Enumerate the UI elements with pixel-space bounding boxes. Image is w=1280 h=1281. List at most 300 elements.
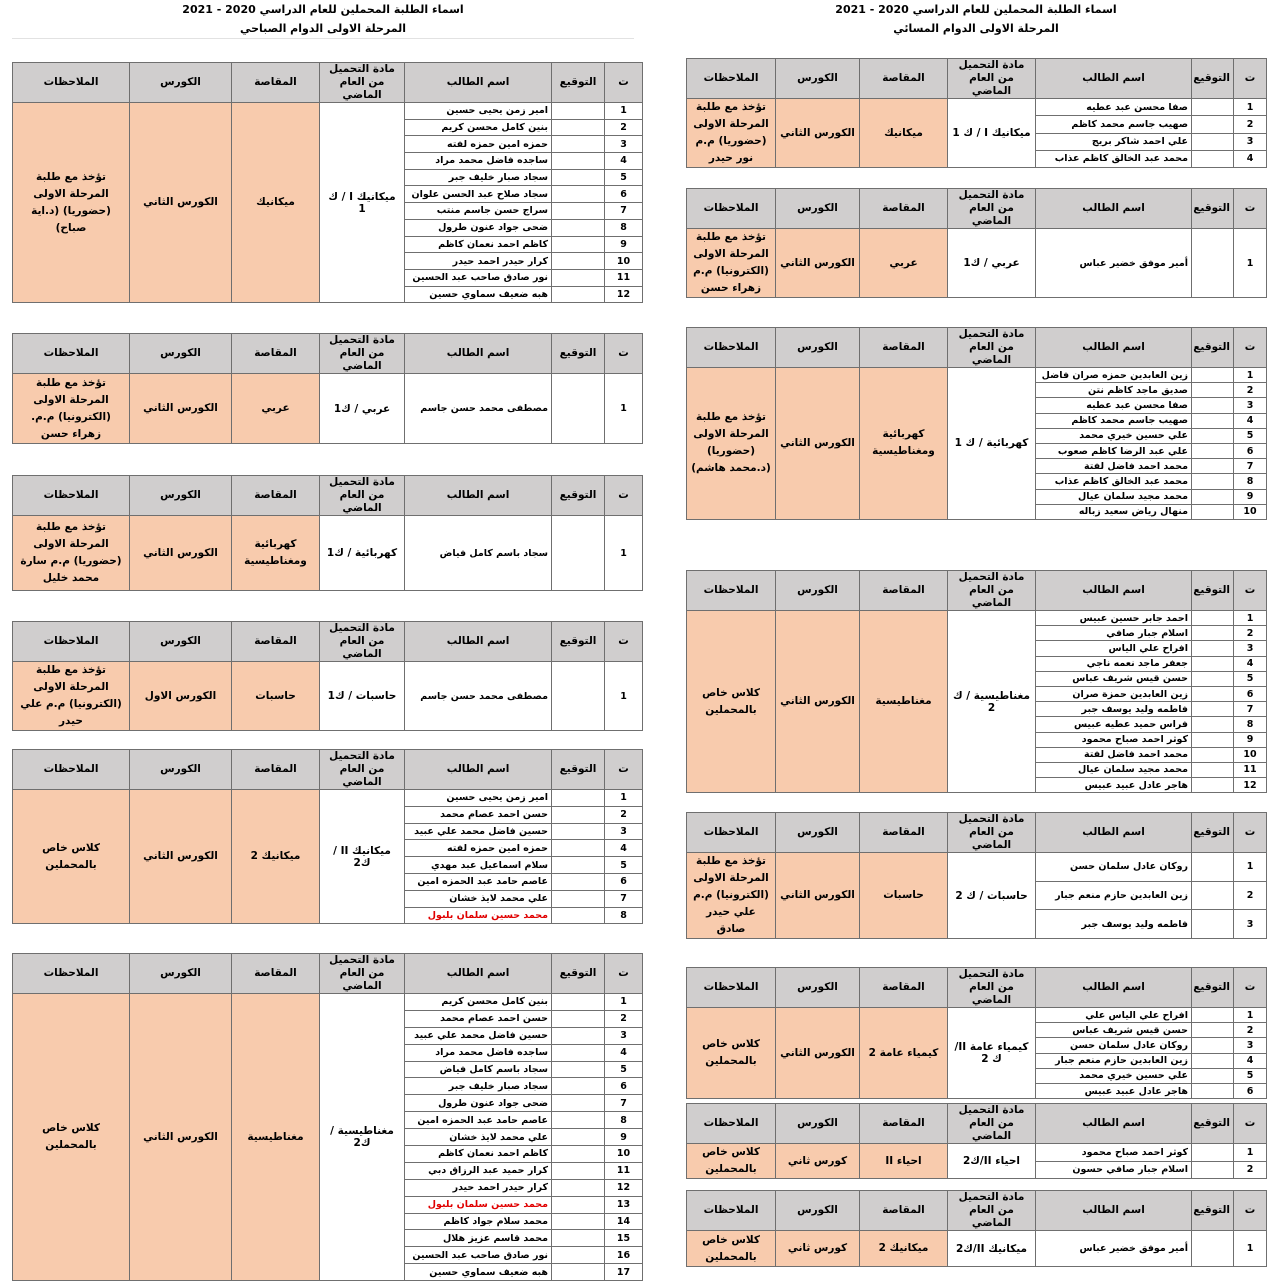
header-row [687,328,1267,368]
group-notes: تؤخذ مع طلبة المرحلة الاولى (الكترونيا) م.م علي حيدر صادق [687,853,776,939]
signature-cell [552,1044,605,1061]
student-name: محمد احمد فاضل لفتة [1036,459,1192,474]
header-seq: ت [1234,1104,1267,1144]
signature-cell [552,136,605,153]
row-number: 1 [605,516,643,591]
student-name: زين العابدين حمزه صران فاضل [1036,368,1192,383]
students-table [12,953,643,1281]
header-notes: الملاحظات [13,334,130,374]
signature-cell [552,662,605,731]
row-number: 1 [605,790,643,807]
header-carried-subject: مادة التحميل من العام الماضي [320,750,405,790]
student-name: هاجر عادل عبيد عبيس [1036,1083,1192,1098]
row-number: 3 [1234,133,1267,150]
signature-cell [1192,910,1234,939]
header-row [687,968,1267,1008]
course-term: الكورس الثاني [130,790,232,924]
student-name: سلام اسماعيل عبد مهدي [405,857,552,874]
group-notes: تؤخذ مع طلبة المرحلة الاولى (حضوريا) م.م سارة محمد خليل [13,516,130,591]
row-number: 11 [605,1162,643,1179]
row-number: 9 [1234,732,1267,747]
student-name: حسين فاضل محمد علي عبيد [405,823,552,840]
header-course: الكورس [130,63,232,103]
header-course: الكورس [776,1191,860,1231]
student-name: علي احمد شاكر بريج [1036,133,1192,150]
student-name: زين العابدين حازم منعم جبار [1036,881,1192,910]
student-name: حمزه امين حمزه لفته [405,136,552,153]
group-notes: كلاس خاص بالمحملين [687,1144,776,1179]
student-name: صهيب جاسم محمد كاظم [1036,413,1192,428]
header-seq: ت [1234,968,1267,1008]
header-notes: الملاحظات [687,328,776,368]
header-row [687,189,1267,229]
student-name: عاصم حامد عبد الحمزه امين [405,1112,552,1129]
carried-subject: كهربائية / ك 1 [948,368,1036,520]
header-signature: التوقيع [552,63,605,103]
signature-cell [552,907,605,924]
signature-cell [1192,1008,1234,1023]
row-number: 17 [605,1264,643,1281]
row-number: 7 [605,1095,643,1112]
signature-cell [552,1264,605,1281]
row-number: 8 [605,907,643,924]
student-name: منهال رياض سعيد زباله [1036,504,1192,519]
carried-subject: عربي / ك1 [948,229,1036,298]
student-name: كاظم احمد نعمان كاظم [405,1146,552,1163]
student-name: كوثر احمد صباح محمود [1036,1144,1192,1162]
sheet-title: اسماء الطلبة المحملين للعام الدراسي 2020 - 2021 [835,3,1117,16]
course-term: الكورس الثاني [130,994,232,1281]
students-table [686,1190,1267,1267]
signature-cell [552,219,605,236]
header-seq: ت [1234,59,1267,99]
header-clearance: المقاصة [232,476,320,516]
header-carried-subject: مادة التحميل من العام الماضي [948,1191,1036,1231]
row-number: 2 [1234,1161,1267,1179]
header-row [13,622,643,662]
signature-cell [552,994,605,1011]
evening-shift-sheet [686,0,1266,1263]
header-course: الكورس [130,954,232,994]
row-number: 2 [1234,626,1267,641]
row-number: 2 [1234,1023,1267,1038]
table-row [13,374,643,444]
row-number: 2 [1234,116,1267,133]
sheet-subtitle: المرحلة الاولى الدوام المسائي [893,22,1059,35]
header-seq: ت [605,622,643,662]
students-table [12,333,643,444]
signature-cell [552,1129,605,1146]
student-name: كوثر احمد صباح محمود [1036,732,1192,747]
header-course: الكورس [776,571,860,611]
signature-cell [552,153,605,170]
sheet-subtitle: المرحلة الاولى الدوام الصباحي [239,22,407,35]
course-term: الكورس الثاني [776,1008,860,1099]
header-clearance: المقاصة [232,750,320,790]
header-carried-subject: مادة التحميل من العام الماضي [948,328,1036,368]
signature-cell [552,857,605,874]
signature-cell [552,119,605,136]
signature-cell [1192,1038,1234,1053]
student-name: حسن احمد عصام محمد [405,1010,552,1027]
header-clearance: المقاصة [860,189,948,229]
student-name: هاجر عادل عبيد عبيس [1036,778,1192,793]
header-notes: الملاحظات [13,622,130,662]
group-notes: كلاس خاص بالمحملين [687,611,776,793]
student-name: احمد جابر حسين عبيس [1036,611,1192,626]
student-name: ساجده فاضل محمد مراد [405,153,552,170]
signature-cell [1192,686,1234,701]
student-name: علي عبد الرضا كاظم صعوب [1036,443,1192,458]
header-carried-subject: مادة التحميل من العام الماضي [948,968,1036,1008]
group-notes: كلاس خاص بالمحملين [13,994,130,1281]
signature-cell [552,169,605,186]
header-carried-subject: مادة التحميل من العام الماضي [948,813,1036,853]
header-carried-subject: مادة التحميل من العام الماضي [320,622,405,662]
header-carried-subject: مادة التحميل من العام الماضي [320,954,405,994]
students-table [12,475,643,591]
signature-cell [552,1213,605,1230]
row-number: 1 [605,662,643,731]
morning-shift-sheet [12,0,634,1278]
signature-cell [1192,702,1234,717]
header-seq: ت [605,750,643,790]
carried-subject: احياء II/ك2 [948,1144,1036,1179]
signature-cell [552,286,605,303]
signature-cell [1192,474,1234,489]
header-student-name: اسم الطالب [405,476,552,516]
student-name: سجاد صلاح عبد الحسن علوان [405,186,552,203]
course-term: الكورس الثاني [776,368,860,520]
row-number: 9 [605,1129,643,1146]
row-number: 4 [1234,413,1267,428]
clearance-subject: كهربائية ومغناطيسية [860,368,948,520]
table-row [687,853,1267,882]
row-number: 6 [1234,443,1267,458]
header-student-name: اسم الطالب [1036,1104,1192,1144]
header-clearance: المقاصة [860,328,948,368]
header-student-name: اسم الطالب [405,63,552,103]
header-row [13,63,643,103]
row-number: 12 [605,1179,643,1196]
signature-cell [552,374,605,444]
student-name: أمير موفق خضير عباس [1036,229,1192,298]
signature-cell [1192,1083,1234,1098]
course-term: كورس ثاني [776,1144,860,1179]
student-name: علي حسين خيري محمد [1036,428,1192,443]
student-name: علي محمد لايذ خشان [405,890,552,907]
header-seq: ت [605,476,643,516]
table-row [687,1144,1267,1162]
header-seq: ت [1234,813,1267,853]
signature-cell [1192,747,1234,762]
header-seq: ت [605,954,643,994]
header-student-name: اسم الطالب [405,954,552,994]
signature-cell [1192,881,1234,910]
signature-cell [552,1146,605,1163]
table-row [687,99,1267,116]
header-student-name: اسم الطالب [1036,1191,1192,1231]
row-number: 12 [605,286,643,303]
signature-cell [1192,489,1234,504]
student-name: محمد قاسم عزيز هلال [405,1230,552,1247]
header-signature: التوقيع [552,476,605,516]
student-name: محمد سلام جواد كاظم [405,1213,552,1230]
course-term: الكورس الثاني [776,853,860,939]
row-number: 1 [1234,229,1267,298]
signature-cell [1192,656,1234,671]
header-course: الكورس [130,750,232,790]
student-name: سجاد باسم كامل فياض [405,516,552,591]
header-signature: التوقيع [552,954,605,994]
signature-cell [552,1247,605,1264]
signature-cell [1192,116,1234,133]
group-notes: تؤخذ مع طلبة المرحلة الاولى (الكترونيا) م.م. زهراء حسن [13,374,130,444]
carried-subject: كيمياء عامة II/ ك 2 [948,1008,1036,1099]
row-number: 8 [605,219,643,236]
table-row [687,229,1267,298]
header-course: الكورس [776,968,860,1008]
header-course: الكورس [776,1104,860,1144]
row-number: 3 [1234,641,1267,656]
signature-cell [1192,428,1234,443]
header-signature: التوقيع [552,750,605,790]
row-number: 2 [605,119,643,136]
clearance-subject: مغناطيسية [860,611,948,793]
header-seq: ت [1234,1191,1267,1231]
header-course: الكورس [130,476,232,516]
group-notes: تؤخذ مع طلبة المرحلة الاولى (حضوريا) (د.اية صباح) [13,103,130,303]
row-number: 11 [605,269,643,286]
header-row [687,1191,1267,1231]
group-notes: كلاس خاص بالمحملين [13,790,130,924]
course-term: الكورس الثاني [776,229,860,298]
clearance-subject: ميكانيك 2 [232,790,320,924]
student-name: اسلام جبار صافي [1036,626,1192,641]
signature-cell [552,186,605,203]
signature-cell [1192,626,1234,641]
signature-cell [552,269,605,286]
row-number: 10 [1234,504,1267,519]
row-number: 9 [1234,489,1267,504]
header-course: الكورس [776,328,860,368]
row-number: 13 [605,1196,643,1213]
student-name: ضحى جواد عنون طرول [405,219,552,236]
signature-cell [552,1061,605,1078]
student-name: ساجده فاضل محمد مراد [405,1044,552,1061]
header-row [13,954,643,994]
student-name: امير زمن يحيى حسين [405,103,552,120]
student-name: زين العابدين حمزة صران [1036,686,1192,701]
student-name: كرار حيدر احمد حيدر [405,1179,552,1196]
row-number: 6 [1234,1083,1267,1098]
header-signature: التوقيع [552,622,605,662]
course-term: الكورس الاول [130,662,232,731]
header-student-name: اسم الطالب [1036,328,1192,368]
header-signature: التوقيع [1192,328,1234,368]
row-number: 2 [605,1010,643,1027]
students-table [12,621,643,731]
header-clearance: المقاصة [860,571,948,611]
signature-cell [1192,717,1234,732]
student-name: سراج حسن جاسم منتب [405,203,552,220]
row-number: 15 [605,1230,643,1247]
header-signature: التوقيع [1192,59,1234,99]
signature-cell [1192,504,1234,519]
student-name: مصطفى محمد حسن جاسم [405,662,552,731]
header-clearance: المقاصة [860,968,948,1008]
table-row [13,994,643,1011]
student-name: سجاد صبار خليف جبر [405,169,552,186]
header-clearance: المقاصة [232,63,320,103]
table-row [687,1008,1267,1023]
student-name: صفا محسن عبد عطيه [1036,99,1192,116]
header-course: الكورس [776,59,860,99]
student-name: سجاد صبار خليف جبر [405,1078,552,1095]
sheet-gridline [12,38,634,57]
student-name: عاصم حامد عبد الحمزه امين [405,873,552,890]
header-student-name: اسم الطالب [405,622,552,662]
signature-cell [552,890,605,907]
header-carried-subject: مادة التحميل من العام الماضي [948,189,1036,229]
header-student-name: اسم الطالب [1036,59,1192,99]
student-name: روكان عادل سلمان حسن [1036,1038,1192,1053]
header-notes: الملاحظات [687,813,776,853]
carried-subject: حاسبات / ك1 [320,662,405,731]
students-table [686,967,1267,1099]
header-carried-subject: مادة التحميل من العام الماضي [948,1104,1036,1144]
carried-subject: مغناطيسية / ك2 [320,994,405,1281]
signature-cell [1192,1231,1234,1267]
student-name: اسلام جبار صافي حسون [1036,1161,1192,1179]
row-number: 7 [1234,459,1267,474]
signature-cell [1192,413,1234,428]
header-notes: الملاحظات [687,189,776,229]
signature-cell [552,1179,605,1196]
clearance-subject: حاسبات [860,853,948,939]
signature-cell [1192,611,1234,626]
student-name: نور صادق صاحب عبد الحسين [405,269,552,286]
header-carried-subject: مادة التحميل من العام الماضي [320,334,405,374]
row-number: 1 [1234,368,1267,383]
signature-cell [1192,150,1234,167]
students-table [686,327,1267,520]
row-number: 1 [1234,1231,1267,1267]
header-notes: الملاحظات [13,954,130,994]
signature-cell [552,806,605,823]
row-number: 3 [605,136,643,153]
signature-cell [552,823,605,840]
signature-cell [1192,762,1234,777]
clearance-subject: ميكانيك [860,99,948,168]
header-course: الكورس [776,813,860,853]
students-table [686,188,1267,298]
students-table [686,812,1267,939]
signature-cell [1192,459,1234,474]
header-notes: الملاحظات [687,1191,776,1231]
row-number: 5 [605,169,643,186]
signature-cell [552,253,605,270]
row-number: 4 [1234,656,1267,671]
header-row [13,476,643,516]
header-course: الكورس [130,334,232,374]
row-number: 4 [605,153,643,170]
header-student-name: اسم الطالب [405,750,552,790]
student-name: ضحى جواد عنون طرول [405,1095,552,1112]
header-signature: التوقيع [1192,1104,1234,1144]
header-signature: التوقيع [1192,968,1234,1008]
student-name: فراس حميد عطيه عبيس [1036,717,1192,732]
group-notes: تؤخذ مع طلبة المرحلة الاولى (حضوريا) م.م نور حيدر [687,99,776,168]
header-seq: ت [1234,189,1267,229]
student-name: علي حسين خيري محمد [1036,1068,1192,1083]
table-row [687,368,1267,383]
carried-subject: مغناطيسية / ك 2 [948,611,1036,793]
row-number: 5 [605,857,643,874]
row-number: 9 [605,236,643,253]
row-number: 11 [1234,762,1267,777]
students-table [12,749,643,924]
header-seq: ت [1234,328,1267,368]
table-row [13,790,643,807]
row-number: 7 [1234,702,1267,717]
header-seq: ت [605,63,643,103]
student-name: مصطفى محمد حسن جاسم [405,374,552,444]
header-notes: الملاحظات [13,63,130,103]
student-name: حمزه امين حمزه لفته [405,840,552,857]
signature-cell [552,203,605,220]
row-number: 14 [605,1213,643,1230]
row-number: 3 [1234,398,1267,413]
signature-cell [552,1162,605,1179]
row-number: 8 [605,1112,643,1129]
row-number: 2 [1234,881,1267,910]
carried-subject: ميكانيك I / ك 1 [948,99,1036,168]
signature-cell [1192,1161,1234,1179]
row-number: 2 [1234,383,1267,398]
student-name: صفا محسن عبد عطيه [1036,398,1192,413]
student-name: محمد حسين سلمان بلبول [405,1196,552,1213]
student-name: محمد احمد فاضل لفتة [1036,747,1192,762]
signature-cell [552,236,605,253]
row-number: 6 [605,873,643,890]
course-term: الكورس الثاني [130,374,232,444]
row-number: 6 [605,1078,643,1095]
table-row [687,1231,1267,1267]
header-signature: التوقيع [552,334,605,374]
row-number: 2 [605,806,643,823]
carried-subject: عربي / ك1 [320,374,405,444]
signature-cell [552,790,605,807]
student-name: محمد حسين سلمان بلبول [405,907,552,924]
student-name: كرار حيدر احمد حيدر [405,253,552,270]
header-carried-subject: مادة التحميل من العام الماضي [948,59,1036,99]
group-notes: تؤخذ مع طلبة المرحلة الاولى (الكترونيا) م.م علي حيدر [13,662,130,731]
signature-cell [1192,641,1234,656]
header-notes: الملاحظات [687,968,776,1008]
header-row [13,334,643,374]
sheet-title: اسماء الطلبة المحملين للعام الدراسي 2020 - 2021 [182,3,464,16]
signature-cell [1192,229,1234,298]
header-signature: التوقيع [1192,813,1234,853]
signature-cell [552,1078,605,1095]
table-row [687,611,1267,626]
student-name: حسن قيس شريف عباس [1036,1023,1192,1038]
row-number: 1 [1234,611,1267,626]
signature-cell [1192,1053,1234,1068]
signature-cell [1192,1068,1234,1083]
row-number: 1 [605,374,643,444]
